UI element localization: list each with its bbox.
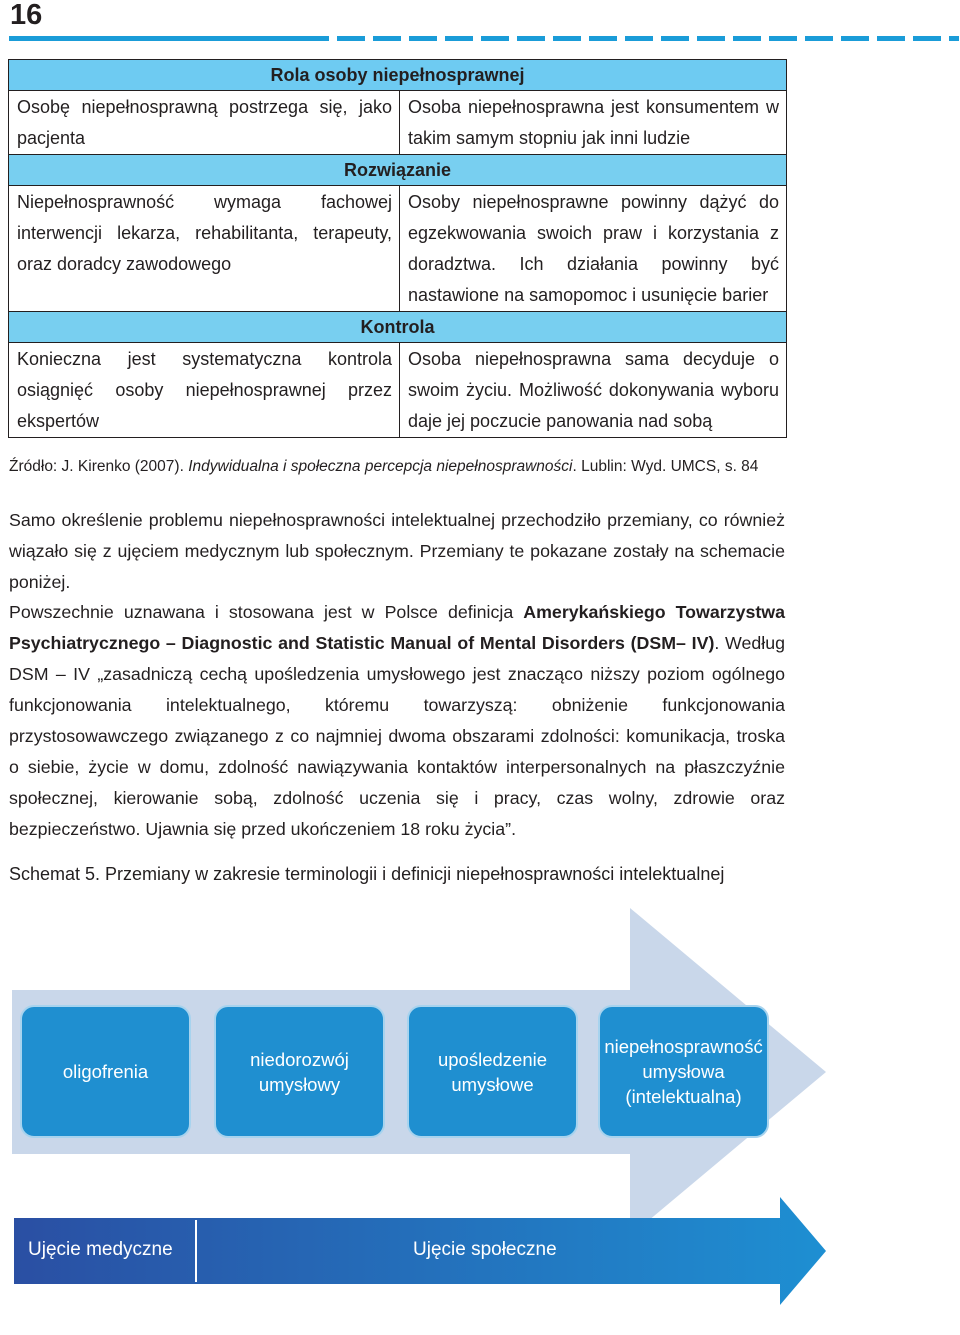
role-medical-cell: Osobę niepełnosprawną postrzega się, jako pacjenta [9, 91, 400, 155]
social-approach-label: Ujęcie społeczne [413, 1239, 557, 1260]
page-number: 16 [10, 0, 43, 31]
step-text [604, 1034, 762, 1109]
schema-caption: Schemat 5. Przemiany w zakresie terminologii i definicji niepełnosprawności intelektualnej [9, 864, 725, 884]
table-heading-solution: Rozwiązanie [9, 155, 787, 186]
source-suffix: . Lublin: Wyd. UMCS, s. 84 [572, 458, 759, 475]
step-line: (intelektualna) [625, 1086, 742, 1107]
step-line: umysłowe [451, 1073, 534, 1095]
medical-approach-label: Ujęcie medyczne [28, 1239, 173, 1260]
source-title: Indywidualna i społeczna percepcja niepełnosprawności [188, 458, 573, 475]
table-heading-control: Kontrola [9, 312, 787, 343]
step-niedorozwoj [214, 1005, 385, 1138]
step-line: upośledzenie [437, 1048, 548, 1070]
step-text [250, 1047, 349, 1097]
step-niepelnosprawnosc [598, 1005, 769, 1138]
paragraph-intro: Samo określenie problemu niepełnosprawności intelektualnej przechodziło przemiany, co również wiązało się z ujęciem medycznym lub społecznym. Przemiany te pokazane zostały na schemacie poniżej. [9, 510, 785, 592]
step-text [63, 1059, 148, 1084]
step-line: niepełnosprawność [604, 1036, 763, 1057]
step-line: niedorozwój [250, 1048, 349, 1070]
control-medical-cell: Konieczna jest systematyczna kontrola osiągnięć osoby niepełnosprawnej przez ekspertów [9, 343, 400, 438]
solution-medical-cell: Niepełnosprawność wymaga fachowej interwencji lekarza, rehabilitanta, terapeuty, oraz doradcy zawodowego [9, 186, 400, 312]
step-line: umysłowa [642, 1061, 725, 1082]
paragraph-dsm-part2: . Według DSM – IV „zasadniczą cechą upośledzenia umysłowego jest znacząco niższy poziom ogólnego funkcjonowania intelektualnego, któremu towarzyszą: obniżenie funkcjonowania przystosowawczego związanego z co najmniej dwoma obszarami zdolności: komunikacja, troska o siebie, życie w domu, zdolność nawiązywania kontaktów interpersonalnych na płaszczyźnie społecznej, kierowanie sobą, zdolność uczenia się i pracy, czas wolny, zdrowie oraz bezpieczeństwo. Ujawnia się przed ukończeniem 18 roku życia”. [9, 633, 786, 839]
step-text [438, 1047, 547, 1097]
step-line: umysłowy [258, 1073, 341, 1095]
control-social-cell: Osoba niepełnosprawna sama decyduje o swoim życiu. Możliwość dokonywania wyboru daje jej poczucie panowania nad sobą [400, 343, 787, 438]
paragraph-dsm-highlight: Amerykańskiego Towarzystwa Psychiatrycznego – Diagnostic and Statistic Manual of Mental Disorders (DSM– IV) [9, 602, 785, 653]
table-heading-role: Rola osoby niepełnosprawnej [9, 60, 787, 91]
step-oligofrenia [20, 1005, 191, 1138]
solution-social-cell: Osoby niepełnosprawne powinny dążyć do egzekwowania swoich praw i korzystania z doradztwa. Ich działania powinny być nastawione na samopomoc i usunięcie barier [400, 186, 787, 312]
paragraph-dsm-part1: Powszechnie uznawana i stosowana jest w Polsce definicja [9, 602, 524, 622]
step-uposledzenie [407, 1005, 578, 1138]
role-social-cell: Osoba niepełnosprawna jest konsumentem w takim samym stopniu jak inni ludzie [400, 91, 787, 155]
source-prefix: Źródło: J. Kirenko (2007). [9, 458, 189, 475]
step-line: oligofrenia [62, 1061, 149, 1082]
